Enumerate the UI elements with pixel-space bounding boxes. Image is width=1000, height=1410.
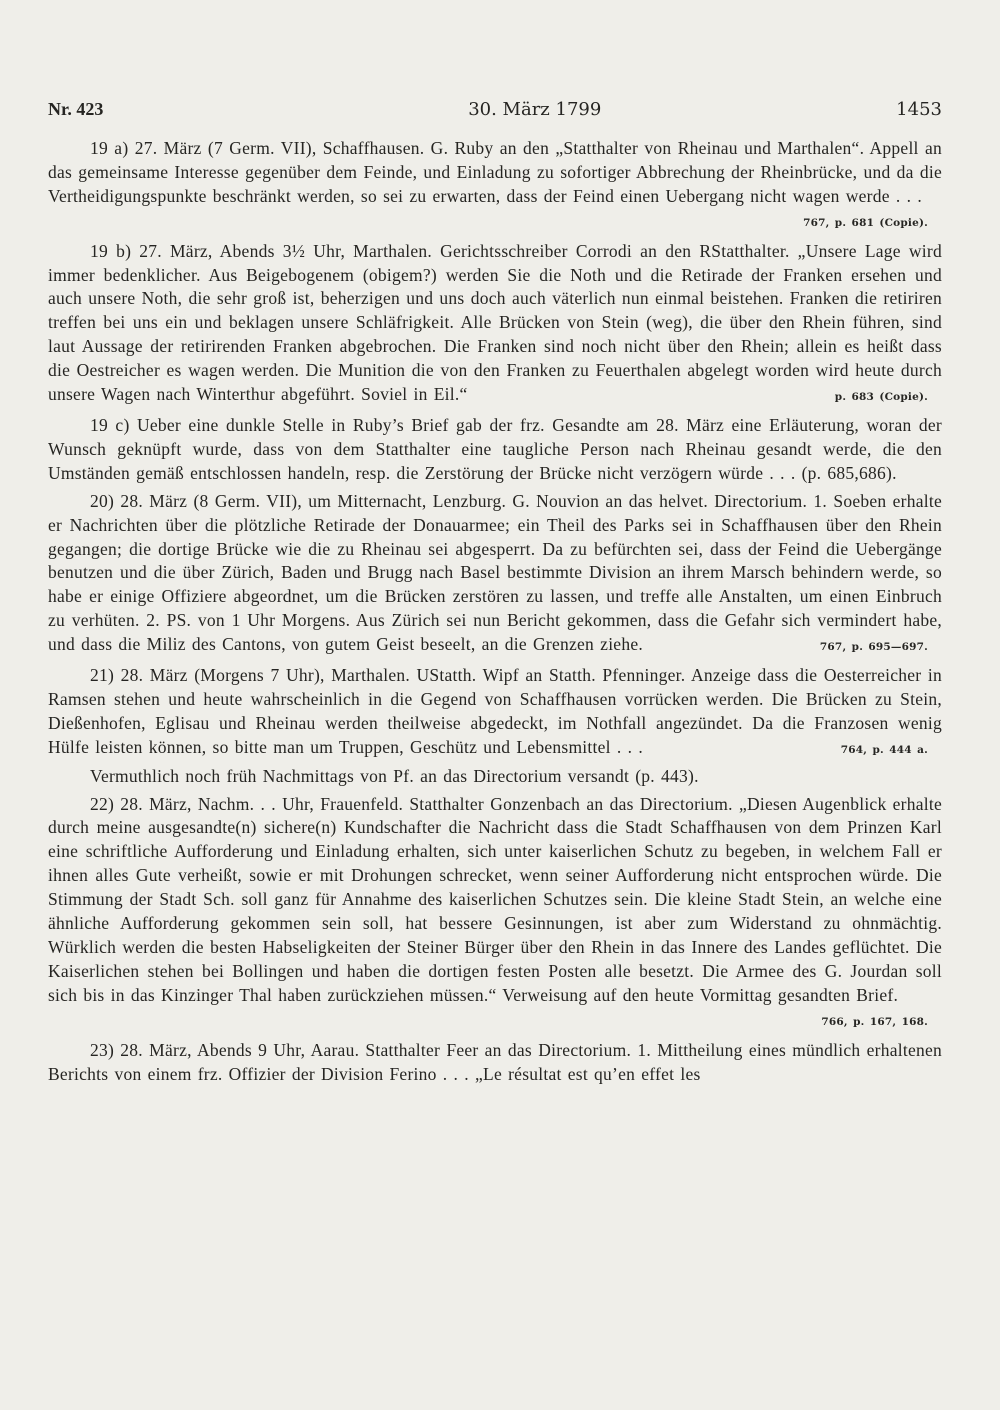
entry-text: 19 a) 27. März (7 Germ. VII), Schaffhausen. G. Ruby an den „Statthalter von Rheinau und Marthalen“. Appell an das gemeinsame Interesse gegenüber dem Feinde, und Einladung zu sofortiger Abbrechung der Rheinbrücke, und da die Vertheidigungspunkte beschränkt werden, so sei zu erwarten, dass der Feind einen Uebergang nicht wagen werde . . . [48,138,942,206]
archive-reference: 767, p. 681 (Copie). [803,216,928,229]
archive-reference: 766, p. 167, 168. [821,1015,928,1028]
entry-21 [48,664,942,763]
entry-text: 20) 28. März (8 Germ. VII), um Mitternacht, Lenzburg. G. Nouvion an das helvet. Directorium. 1. Soeben erhalte er Nachrichten über die plötzliche Retirade der Donauarmee; ein Theil des Parks sei in Schaffhausen über den Rhein gegangen; die dortige Brücke wie die zu Rheinau sei abgesperrt. Da zu befürchten sei, dass der Feind die Uebergänge benutzen und die über Zürich, Baden und Brugg nach Basel bestimmte Division an ihrem Marsch behindern werde, so habe er einige Offiziere abgeordnet, um die Brücken zerstören zu lassen, und treffe alle Anstalten, um einen Einbruch zu verhüten. 2. PS. von 1 Uhr Morgens. Aus Zürich sei nun Bericht gekommen, dass die Gefahr sich vermindert habe, und dass die Miliz des Cantons, von gutem Geist beseelt, an die Grenzen ziehe. [48,490,942,655]
entry-19a [48,137,942,236]
archive-reference: 767, p. 695—697. [819,641,928,654]
document-body [48,137,942,1086]
page-header [48,96,942,123]
entry-text: 19 b) 27. März, Abends 3½ Uhr, Marthalen. Gerichtsschreiber Corrodi an den RStatthalter. „Unsere Lage wird immer bedenklicher. Aus Beigebogenem (obigem?) werden Sie die Noth und die Retirade der Franken ersehen und auch unsere Noth, die sehr groß ist, beherzigen und uns doch auch väterlich nun einmal beistehen. Franken die retiriren treffen bei uns ein und beklagen unsere Schläfrigkeit. Alle Brücken von Stein (weg), die über den Rhein führen, sind laut Aussage der retirirenden Franken abgebrochen. Die Franken sind noch nicht über den Rhein; allein es heißt dass die Oestreicher es wagen werden. Die Munition die von den Franken zu Feuerthalen abgelegt worden wird heute durch unsere Wagen nach Winterthur abgeführt. Soviel in Eil.“ [48,240,942,405]
entry-text: Vermuthlich noch früh Nachmittags von Pf. an das Directorium versandt (p. 443). [90,765,699,786]
entry-text: 19 c) Ueber eine dunkle Stelle in Ruby’s Brief gab der frz. Gesandte am 28. März eine Erläuterung, woran der Wunsch geknüpft wurde, dass von dem Statthalter eine taugliche Person nach Rheinau gesandt werde, die den Umständen gemäß entschlossen handeln, resp. die Zerstörung der Brücke nicht verzögern würde . . . (p. 685,686). [48,414,942,483]
entry-text: 22) 28. März, Nachm. . . Uhr, Frauenfeld. Statthalter Gonzenbach an das Directorium. „Diesen Augenblick erhalte durch meine ausgesandte(n) sichere(n) Kundschafter die Nachricht dass die Stadt Schaffhausen von dem Prinzen Karl eine schriftliche Aufforderung und Einladung erhalten, sich unter kaiserlichen Schutz zu begeben, in welchem Fall er ihnen alles Gute verheißt, sowie er mit Drohungen schrecket, wenn seiner Aufforderung nicht entsprochen würde. Die Stimmung der Stadt Sch. soll ganz für Annahme des kaiserlichen Schutzes sein. Die kleine Stadt Stein, an welche eine ähnliche Aufforderung gekommen sein soll, hat bessere Gesinnungen, ist aber zum Widerstand zu ohnmächtig. Würklich werden die besten Habseligkeiten der Steiner Bürger über den Rhein in das Innere des Landes geflüchtet. Die Kaiserlichen stehen bei Bollingen und haben die dortigen festen Posten alle besetzt. Die Armee des G. Jourdan soll sich bis in das Kinzinger Thal haben zurückziehen müssen.“ Verweisung auf den heute Vormittag gesandten Brief. [48,793,942,1005]
entry-19c [48,414,942,486]
entry-text: 23) 28. März, Abends 9 Uhr, Aarau. Statthalter Feer an das Directorium. 1. Mittheilung eines mündlich erhaltenen Berichts von einem frz. Offizier der Division Ferino . . . „Le résultat est qu’en effet les [48,1039,942,1084]
page-number: 1453 [896,99,942,120]
document-number: Nr. 423 [48,99,104,119]
entry-19b [48,240,942,410]
entry-20 [48,490,942,660]
header-date: 30. März 1799 [468,99,602,120]
archive-reference: 764, p. 444 a. [840,743,928,756]
archive-reference: p. 683 (Copie). [834,391,928,404]
entry-23 [48,1039,942,1087]
entry-21-note [48,765,942,789]
entry-text: 21) 28. März (Morgens 7 Uhr), Marthalen. UStatth. Wipf an Statth. Pfenninger. Anzeige dass die Oesterreicher in Ramsen stehen und heute wahrscheinlich in die Gegend von Schaffhausen vorrücken werden. Die Brücken zu Stein, Dießenhofen, Eglisau und Rheinau werden theilweise abgedeckt, im Nothfall angezündet. Da die Franzosen wenig Hülfe leisten können, so bitte man um Truppen, Geschütz und Lebensmittel . . . [48,665,942,757]
entry-22 [48,793,942,1035]
